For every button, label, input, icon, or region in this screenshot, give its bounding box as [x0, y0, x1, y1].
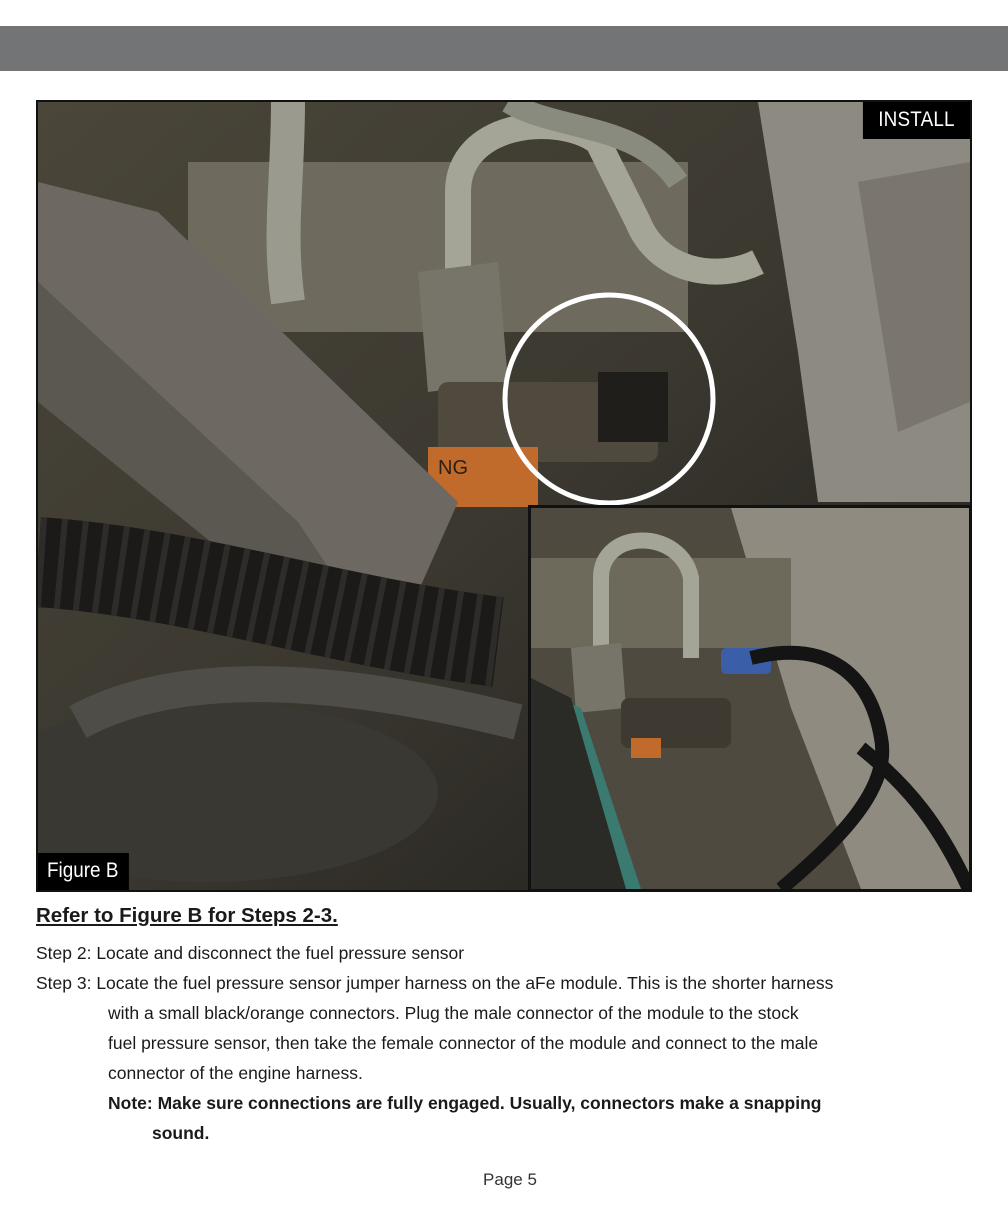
install-label: INSTALL	[863, 102, 970, 139]
step-3-line-2: with a small black/orange connectors. Plug the male connector of the module to the stock	[108, 1003, 799, 1023]
step-3-line-4: connector of the engine harness.	[108, 1063, 363, 1083]
figure-label: Figure B	[38, 853, 129, 890]
note-line-1: Note: Make sure connections are fully engaged. Usually, connectors make a snapping	[108, 1093, 822, 1113]
inset-harness-photo	[531, 508, 969, 889]
header-bar	[0, 26, 1008, 71]
page-number: Page 5	[483, 1170, 537, 1189]
instructions-heading: Refer to Figure B for Steps 2-3.	[36, 904, 338, 927]
figure-b-photo	[36, 100, 972, 892]
step-3-line-1: Step 3: Locate the fuel pressure sensor jumper harness on the aFe module. This is the shorter harness	[36, 973, 834, 993]
photo-label-text: NG	[438, 457, 468, 479]
instructions	[36, 902, 976, 1148]
step-2: Step 2: Locate and disconnect the fuel pressure sensor	[36, 943, 465, 963]
inset-photo	[528, 505, 972, 892]
note-line-2: sound.	[152, 1123, 210, 1143]
step-3-line-3: fuel pressure sensor, then take the female connector of the module and connect to the male	[108, 1033, 819, 1053]
